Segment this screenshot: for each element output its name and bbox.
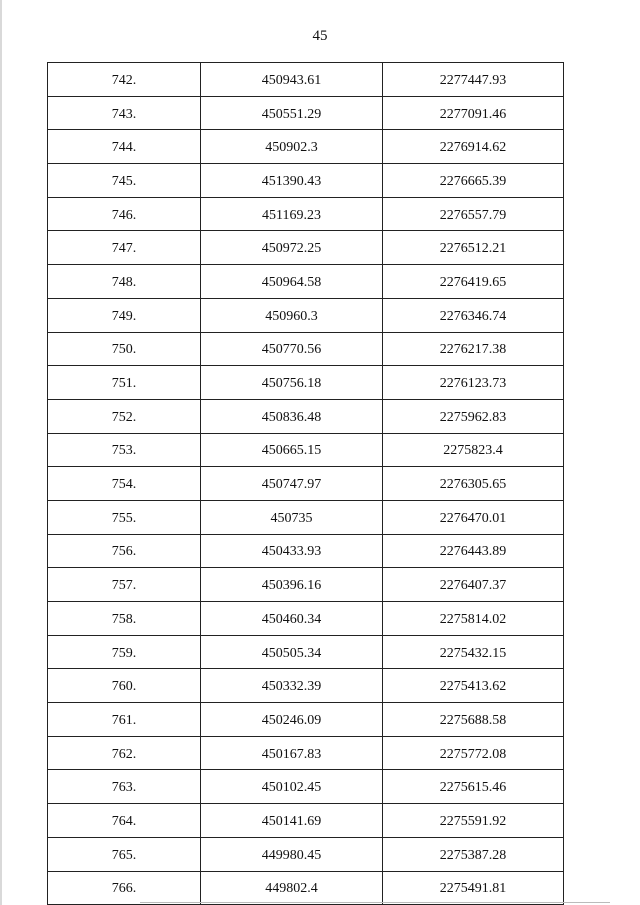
x-coordinate-cell: 450505.34 xyxy=(201,635,383,669)
x-coordinate-cell: 450902.3 xyxy=(201,130,383,164)
row-number-cell: 765. xyxy=(48,837,201,871)
x-coordinate-cell: 450836.48 xyxy=(201,399,383,433)
scan-left-edge xyxy=(0,0,2,905)
x-coordinate-cell: 450551.29 xyxy=(201,96,383,130)
x-coordinate-cell: 450332.39 xyxy=(201,669,383,703)
y-coordinate-cell: 2275432.15 xyxy=(383,635,564,669)
y-coordinate-cell: 2276346.74 xyxy=(383,298,564,332)
table-row xyxy=(48,568,564,602)
x-coordinate-cell: 450102.45 xyxy=(201,770,383,804)
row-number-cell: 755. xyxy=(48,500,201,534)
page-number: 45 xyxy=(312,28,328,44)
table-row xyxy=(48,298,564,332)
table-row xyxy=(48,669,564,703)
row-number-cell: 747. xyxy=(48,231,201,265)
y-coordinate-cell: 2275615.46 xyxy=(383,770,564,804)
table-row xyxy=(48,366,564,400)
x-coordinate-cell: 449802.4 xyxy=(201,871,383,905)
row-number-cell: 746. xyxy=(48,197,201,231)
table-row xyxy=(48,602,564,636)
x-coordinate-cell: 450972.25 xyxy=(201,231,383,265)
x-coordinate-cell: 450770.56 xyxy=(201,332,383,366)
y-coordinate-cell: 2276419.65 xyxy=(383,265,564,299)
row-number-cell: 752. xyxy=(48,399,201,433)
x-coordinate-cell: 450433.93 xyxy=(201,534,383,568)
row-number-cell: 754. xyxy=(48,467,201,501)
x-coordinate-cell: 450964.58 xyxy=(201,265,383,299)
y-coordinate-cell: 2276217.38 xyxy=(383,332,564,366)
table-row xyxy=(48,703,564,737)
table-row xyxy=(48,736,564,770)
x-coordinate-cell: 450460.34 xyxy=(201,602,383,636)
row-number-cell: 753. xyxy=(48,433,201,467)
y-coordinate-cell: 2276914.62 xyxy=(383,130,564,164)
table-row xyxy=(48,467,564,501)
scan-bottom-edge xyxy=(140,902,610,903)
row-number-cell: 744. xyxy=(48,130,201,164)
y-coordinate-cell: 2276123.73 xyxy=(383,366,564,400)
y-coordinate-cell: 2275823.4 xyxy=(383,433,564,467)
row-number-cell: 748. xyxy=(48,265,201,299)
coordinates-table xyxy=(47,62,564,905)
table-row xyxy=(48,164,564,198)
table-row xyxy=(48,770,564,804)
x-coordinate-cell: 450665.15 xyxy=(201,433,383,467)
row-number-cell: 751. xyxy=(48,366,201,400)
x-coordinate-cell: 450960.3 xyxy=(201,298,383,332)
table-row xyxy=(48,265,564,299)
x-coordinate-cell: 451169.23 xyxy=(201,197,383,231)
row-number-cell: 745. xyxy=(48,164,201,198)
y-coordinate-cell: 2276407.37 xyxy=(383,568,564,602)
table-row xyxy=(48,534,564,568)
table-row xyxy=(48,197,564,231)
table-row xyxy=(48,231,564,265)
y-coordinate-cell: 2275688.58 xyxy=(383,703,564,737)
row-number-cell: 763. xyxy=(48,770,201,804)
row-number-cell: 749. xyxy=(48,298,201,332)
row-number-cell: 758. xyxy=(48,602,201,636)
y-coordinate-cell: 2275387.28 xyxy=(383,837,564,871)
x-coordinate-cell: 450396.16 xyxy=(201,568,383,602)
table-row xyxy=(48,332,564,366)
x-coordinate-cell: 449980.45 xyxy=(201,837,383,871)
row-number-cell: 762. xyxy=(48,736,201,770)
table-row xyxy=(48,804,564,838)
y-coordinate-cell: 2275962.83 xyxy=(383,399,564,433)
row-number-cell: 750. xyxy=(48,332,201,366)
table-row xyxy=(48,399,564,433)
table-row xyxy=(48,63,564,97)
x-coordinate-cell: 450246.09 xyxy=(201,703,383,737)
x-coordinate-cell: 450756.18 xyxy=(201,366,383,400)
table-row xyxy=(48,130,564,164)
coordinates-table-body xyxy=(48,63,564,905)
row-number-cell: 757. xyxy=(48,568,201,602)
row-number-cell: 761. xyxy=(48,703,201,737)
x-coordinate-cell: 450735 xyxy=(201,500,383,534)
x-coordinate-cell: 450167.83 xyxy=(201,736,383,770)
y-coordinate-cell: 2275591.92 xyxy=(383,804,564,838)
y-coordinate-cell: 2275413.62 xyxy=(383,669,564,703)
y-coordinate-cell: 2276557.79 xyxy=(383,197,564,231)
table-row xyxy=(48,500,564,534)
row-number-cell: 742. xyxy=(48,63,201,97)
table-row xyxy=(48,433,564,467)
row-number-cell: 764. xyxy=(48,804,201,838)
y-coordinate-cell: 2275491.81 xyxy=(383,871,564,905)
x-coordinate-cell: 450943.61 xyxy=(201,63,383,97)
row-number-cell: 759. xyxy=(48,635,201,669)
row-number-cell: 756. xyxy=(48,534,201,568)
y-coordinate-cell: 2276665.39 xyxy=(383,164,564,198)
row-number-cell: 760. xyxy=(48,669,201,703)
y-coordinate-cell: 2275772.08 xyxy=(383,736,564,770)
x-coordinate-cell: 451390.43 xyxy=(201,164,383,198)
table-row xyxy=(48,635,564,669)
x-coordinate-cell: 450747.97 xyxy=(201,467,383,501)
row-number-cell: 766. xyxy=(48,871,201,905)
row-number-cell: 743. xyxy=(48,96,201,130)
y-coordinate-cell: 2277447.93 xyxy=(383,63,564,97)
y-coordinate-cell: 2276470.01 xyxy=(383,500,564,534)
y-coordinate-cell: 2276305.65 xyxy=(383,467,564,501)
x-coordinate-cell: 450141.69 xyxy=(201,804,383,838)
y-coordinate-cell: 2276512.21 xyxy=(383,231,564,265)
y-coordinate-cell: 2275814.02 xyxy=(383,602,564,636)
table-row xyxy=(48,837,564,871)
table-row xyxy=(48,871,564,905)
y-coordinate-cell: 2276443.89 xyxy=(383,534,564,568)
y-coordinate-cell: 2277091.46 xyxy=(383,96,564,130)
table-row xyxy=(48,96,564,130)
